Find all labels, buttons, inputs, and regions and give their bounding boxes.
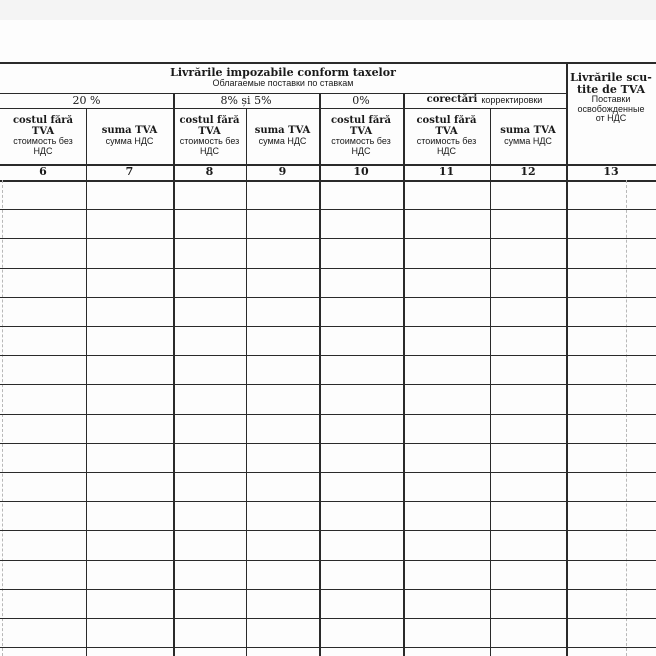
table-row bbox=[0, 530, 656, 531]
sum-label-ro: suma TVA bbox=[101, 125, 158, 137]
col-number-6 bbox=[0, 164, 86, 180]
table-row bbox=[0, 560, 656, 561]
exempt-title-ro-line2: tite de TVA bbox=[576, 82, 646, 96]
rate-20-header bbox=[0, 93, 173, 108]
corrections-label-ru: корректировки bbox=[481, 94, 543, 105]
col-number-text: 9 bbox=[278, 165, 287, 179]
cost-label-ru-nds: НДС bbox=[351, 145, 371, 156]
col12-header bbox=[490, 108, 566, 164]
col-line-9 bbox=[246, 108, 247, 656]
cost-label-ru: стоимость без bbox=[179, 136, 240, 147]
exempt-title-ru-line3: от НДС bbox=[595, 112, 627, 123]
col-number-text: 11 bbox=[438, 165, 455, 179]
col-number-text: 8 bbox=[205, 165, 214, 179]
table-row bbox=[0, 384, 656, 385]
table-row bbox=[0, 209, 656, 210]
col7-header bbox=[86, 108, 173, 164]
col9-header bbox=[246, 108, 319, 164]
cost-label-ro-tva: TVA bbox=[349, 125, 373, 137]
table-row bbox=[0, 238, 656, 239]
col-number-text: 13 bbox=[603, 165, 619, 179]
table-row bbox=[0, 268, 656, 269]
table-row bbox=[0, 297, 656, 298]
rate-20-label: 20 % bbox=[72, 93, 101, 107]
cost-label-ru-nds: НДС bbox=[436, 145, 457, 156]
cost-label-ru: стоимость без bbox=[416, 136, 477, 147]
col-number-7 bbox=[86, 164, 173, 180]
exempt-title-ru-line1: Поставки bbox=[591, 94, 631, 105]
exempt-supplies-header bbox=[566, 66, 656, 164]
guide-line bbox=[2, 180, 3, 656]
ledger-sheet bbox=[0, 20, 656, 656]
rate-0-label: 0% bbox=[352, 93, 370, 107]
table-row bbox=[0, 472, 656, 473]
cost-label-ro: costul fără bbox=[179, 115, 240, 127]
cost-label-ro: costul fără bbox=[416, 115, 477, 127]
cost-label-ro: costul fără bbox=[12, 115, 74, 127]
corrections-label-ro: corectări bbox=[426, 94, 478, 106]
col-line-7 bbox=[86, 108, 87, 656]
table-row bbox=[0, 355, 656, 356]
rate-8-5-label: 8% și 5% bbox=[220, 93, 272, 107]
col-number-text: 7 bbox=[125, 165, 134, 179]
sum-label-ro: suma TVA bbox=[500, 125, 556, 137]
top-margin bbox=[0, 0, 656, 20]
guide-line bbox=[626, 180, 627, 656]
col-number-13 bbox=[566, 164, 656, 180]
sum-label-ru: сумма НДС bbox=[258, 135, 307, 146]
cost-label-ro-tva: TVA bbox=[198, 125, 221, 137]
exempt-title-ru-line2: освобожденные bbox=[577, 103, 645, 114]
cost-label-ru: стоимость без bbox=[13, 136, 73, 147]
col-number-11 bbox=[403, 164, 490, 180]
table-row bbox=[0, 443, 656, 444]
corrections-header bbox=[403, 93, 566, 108]
col-number-text: 12 bbox=[520, 165, 536, 179]
cost-label-ro-tva: TVA bbox=[435, 125, 458, 137]
cost-label-ru: стоимость без bbox=[331, 136, 391, 147]
col10-header bbox=[319, 108, 403, 164]
col-number-12 bbox=[490, 164, 566, 180]
cost-label-ru-nds: НДС bbox=[33, 145, 53, 156]
col-number-9 bbox=[246, 164, 319, 180]
col-number-text: 10 bbox=[353, 165, 369, 179]
col-line-12 bbox=[490, 108, 491, 656]
col6-header bbox=[0, 108, 86, 164]
numbers-bottom-line bbox=[0, 180, 656, 182]
col-number-10 bbox=[319, 164, 403, 180]
sum-label-ru: сумма НДС bbox=[105, 135, 154, 146]
table-row bbox=[0, 414, 656, 415]
col8-header bbox=[173, 108, 246, 164]
col-number-text: 6 bbox=[39, 165, 47, 179]
rate-0-header bbox=[319, 93, 403, 108]
taxable-supplies-title-ru: Облагаемые поставки по ставкам bbox=[212, 77, 354, 88]
exempt-title-ro-line1: Livrările scu- bbox=[570, 71, 652, 84]
table-row bbox=[0, 647, 656, 648]
sum-label-ro: suma TVA bbox=[254, 125, 311, 137]
col11-header bbox=[403, 108, 490, 164]
table-row bbox=[0, 501, 656, 502]
col-number-8 bbox=[173, 164, 246, 180]
sum-label-ru: сумма НДС bbox=[504, 135, 552, 146]
table-row bbox=[0, 326, 656, 327]
table-row bbox=[0, 618, 656, 619]
rate-8-5-header bbox=[173, 93, 319, 108]
cost-label-ro: costul fără bbox=[330, 115, 392, 127]
taxable-supplies-header bbox=[0, 62, 566, 93]
cost-label-ru-nds: НДС bbox=[199, 145, 220, 156]
table-row bbox=[0, 589, 656, 590]
taxable-supplies-title-ro: Livrările impozabile conform taxelor bbox=[170, 66, 396, 79]
cost-label-ro-tva: TVA bbox=[31, 125, 55, 137]
